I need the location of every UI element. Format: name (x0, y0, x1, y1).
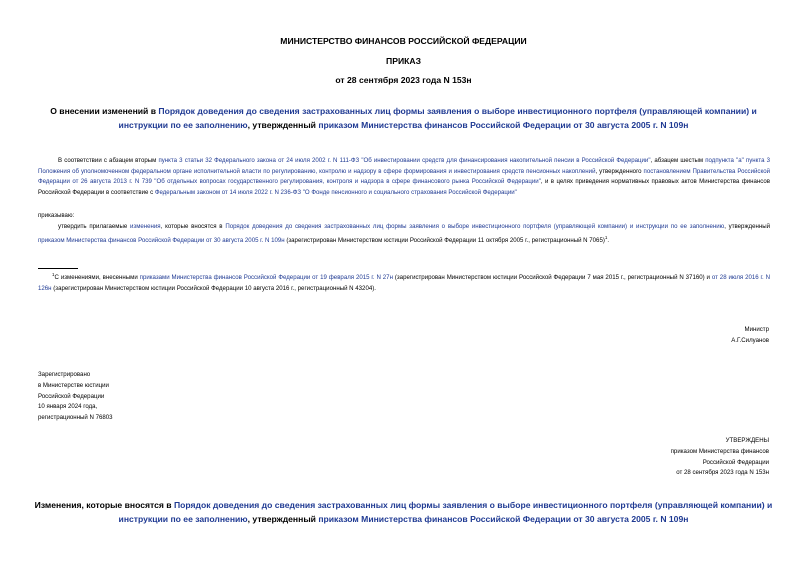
signature-position: Министр (744, 326, 769, 333)
registration-line-4: 10 января 2024 года, (38, 403, 98, 411)
approval-block (671, 436, 769, 479)
order-text-2: , которые вносятся в (160, 223, 226, 230)
preamble-text-3: , утвержденного (595, 167, 644, 175)
changes-title-prefix: Изменения, которые вносятся в (34, 500, 174, 510)
registration-line-1: Зарегистрировано (38, 371, 91, 378)
footnote-text-1: С изменениями, внесенными (54, 274, 140, 282)
title-link-order-109n[interactable]: приказом Министерства финансов Российской Федерации от 30 августа 2005 г. N 109н (318, 120, 689, 130)
registration-line-5: регистрационный N 76803 (38, 414, 113, 422)
footnote-link-order-126n[interactable]: от 28 июля 2016 г. N 126н (38, 274, 771, 292)
preamble-text-1: В соответствии с абзацем вторым (58, 157, 159, 164)
approval-line-1: УТВЕРЖДЕНЫ (725, 437, 769, 444)
order-link-order-109n[interactable]: приказом Министерства финансов Российской Федерации от 30 августа 2005 г. N 109н (38, 236, 285, 244)
changes-title-link-order-109n[interactable]: приказом Министерства финансов Российской Федерации от 30 августа 2005 г. N 109н (318, 514, 689, 524)
changes-title-link-procedure[interactable]: Порядок доведения до сведения застрахованных лиц формы заявления о выборе инвестиционного портфеля (управляющей компании) и инструкции по ее заполнению (118, 500, 773, 524)
preamble-link-regulation[interactable]: подпункта "а" пункта 3 Положения об уполномоченном федеральном органе исполнительной власти по регулированию, контролю и надзору в сфере формирования и инвестирования средств пенсионных накоплений (38, 157, 770, 175)
changes-title (28, 498, 779, 526)
title-link-procedure[interactable]: Порядок доведения до сведения застрахованных лиц формы заявления о выборе инвестиционного портфеля (управляющей компании) и инструкции по ее заполнению (118, 106, 757, 130)
title-middle: , утвержденный (247, 120, 319, 130)
preamble-link-resolution-739[interactable]: постановлением Правительства Российской Федерации от 26 августа 2013 г. N 739 "Об отдельных вопросах государственного регулирования, контроля и надзора в сфере финансового рынка Российской Федерации" (38, 167, 770, 186)
footnote-text-3: (зарегистрирован Министерством юстиции Российской Федерации 10 августа 2016 г., регистрационный N 43204). (51, 284, 376, 292)
approval-line-4: от 28 сентября 2023 года N 153н (676, 469, 769, 477)
footnote-text-2: (зарегистрирован Министерством юстиции Российской Федерации 7 мая 2015 г., регистрационный N 37160) и (392, 274, 712, 282)
ministry-heading: МИНИСТЕРСТВО ФИНАНСОВ РОССИЙСКОЙ ФЕДЕРАЦИИ (280, 36, 527, 46)
document-type: ПРИКАЗ (386, 56, 421, 66)
preamble-text-4: , и в целях приведения нормативных правовых актов Министерства финансов Российской Федерации в соответствие с (38, 178, 771, 196)
order-link-changes[interactable]: изменения (130, 223, 161, 230)
order-word: приказываю: (38, 212, 75, 219)
footnote-link-order-27n[interactable]: приказами Министерства финансов Российской Федерации от 19 февраля 2015 г. N 27н (139, 274, 393, 282)
preamble-text-2: , абзацем шестым (650, 157, 706, 164)
preamble-paragraph (38, 156, 770, 198)
footnote-paragraph (38, 270, 770, 294)
registration-line-2: в Министерстве юстиции (38, 381, 109, 389)
signature-block (731, 325, 769, 347)
signature-name: А.Г.Силуанов (731, 336, 769, 344)
approval-line-3: Российской Федерации (702, 458, 769, 466)
registration-block (38, 370, 113, 424)
preamble-link-law-236fz[interactable]: Федеральным законом от 14 июля 2022 г. N 236-ФЗ "О Фонде пенсионного и социального страхования Российской Федерации" (154, 188, 517, 196)
order-text-3: , утвержденный (724, 223, 770, 230)
document-title (28, 104, 779, 132)
order-text-1: утвердить прилагаемые (58, 223, 130, 230)
order-text-4: (зарегистрирован Министерством юстиции Российской Федерации 11 октября 2005 г., регистрационный N 7065) (284, 236, 605, 244)
document-date: от 28 сентября 2023 года N 153н (335, 75, 472, 85)
changes-title-middle: , утвержденный (247, 514, 319, 524)
order-end: . (607, 236, 610, 244)
order-link-procedure[interactable]: Порядок доведения до сведения застрахованных лиц формы заявления о выборе инвестиционного портфеля (управляющей компании) и инструкции по ее заполнению (225, 223, 725, 230)
order-paragraph (38, 222, 770, 246)
footnote-separator (38, 268, 78, 269)
footnote-mark: 1 (52, 272, 55, 277)
preamble-link-law-111fz[interactable]: пункта 3 статьи 32 Федерального закона от 24 июля 2002 г. N 111-ФЗ "Об инвестировании средств для финансирования накопительной пенсии в Российской Федерации" (158, 157, 651, 164)
footnote-reference: 1 (604, 234, 608, 240)
approval-line-2: приказом Министерства финансов (670, 447, 769, 455)
title-prefix: О внесении изменений в (50, 106, 159, 116)
registration-line-3: Российской Федерации (38, 392, 105, 400)
